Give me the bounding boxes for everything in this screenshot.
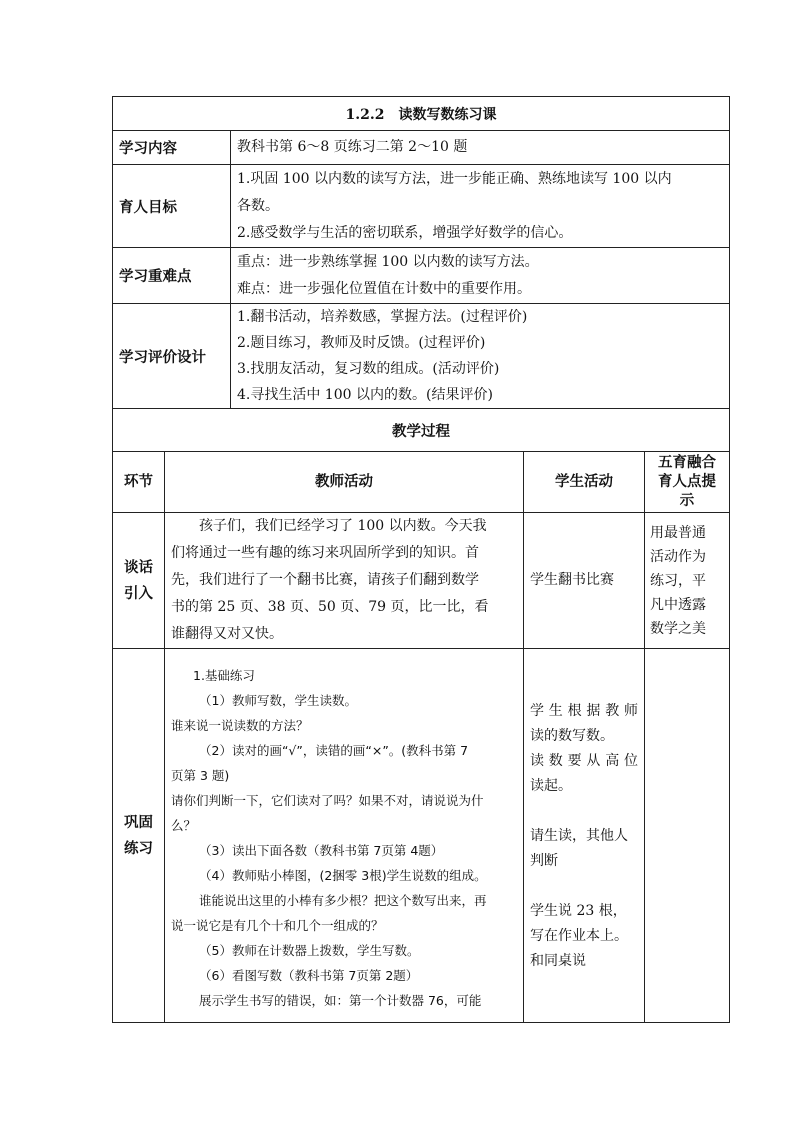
intro-teacher-line-1: 孩子们，我们已经学习了 100 以内数。今天我 xyxy=(199,518,487,534)
practice-line-14: 展示学生书写的错误，如：第一个计数器 76，可能 xyxy=(199,992,482,1008)
practice-line-5: 页第 3 题) xyxy=(171,767,230,783)
practice-line-2: （1）教师写数，学生读数。 xyxy=(199,692,357,708)
practice-student-b-2: 判断 xyxy=(530,853,558,869)
practice-line-10: 谁能说出这里的小棒有多少根？把这个数写出来，再 xyxy=(199,892,487,908)
header-teacher: 教师活动 xyxy=(165,452,524,513)
header-student: 学生活动 xyxy=(524,452,645,513)
practice-student-c-3: 和同桌说 xyxy=(530,953,586,969)
header-stage: 环节 xyxy=(113,452,165,513)
practice-line-6: 请你们判断一下，它们读对了吗？如果不对，请说说为什 xyxy=(171,792,484,808)
intro-tip-line-4: 凡中透露 xyxy=(650,596,706,613)
practice-stage-line-2: 练习 xyxy=(124,840,153,857)
eval-line-2: 2.题目练习，教师及时反馈。(过程评价) xyxy=(237,335,486,351)
intro-teacher-line-3: 先，我们进行了一个翻书比赛，请孩子们翻到数学 xyxy=(171,572,479,588)
intro-teacher-line-5: 谁翻得又对又快。 xyxy=(171,626,283,642)
goal-value xyxy=(231,165,730,248)
eval-value xyxy=(231,304,730,409)
practice-line-13: （6）看图写数（教科书第 7页第 2题） xyxy=(199,967,419,983)
practice-student-a-4: 读起。 xyxy=(530,778,572,794)
eval-line-3: 3.找朋友活动，复习数的组成。(活动评价) xyxy=(237,361,500,377)
practice-row xyxy=(113,649,730,1023)
intro-teacher xyxy=(165,513,524,649)
practice-line-9: （4）教师贴小棒图，(2捆零 3根)学生说数的组成。 xyxy=(199,867,487,883)
practice-tip xyxy=(645,649,730,1023)
lesson-plan-table xyxy=(112,96,730,1023)
practice-stage-line-1: 巩固 xyxy=(124,814,153,831)
key-label: 学习重难点 xyxy=(113,248,231,304)
key-value xyxy=(231,248,730,304)
practice-student xyxy=(524,649,645,1023)
practice-stage xyxy=(113,649,165,1023)
practice-line-3: 谁来说一说读数的方法？ xyxy=(171,717,309,733)
practice-line-8: （3）读出下面各数（教科书第 7页第 4题） xyxy=(199,842,444,858)
goal-label: 育人目标 xyxy=(113,165,231,248)
intro-stage xyxy=(113,513,165,649)
practice-student-c-2: 写在作业本上。 xyxy=(530,928,628,944)
intro-tip-line-3: 练习，平 xyxy=(650,572,706,589)
practice-student-b-1: 请生读，其他人 xyxy=(530,828,628,844)
practice-line-1: 1.基础练习 xyxy=(193,667,255,683)
header-tip-line-2: 育人点提 xyxy=(658,473,717,490)
practice-student-a-2: 读的数写数。 xyxy=(530,728,614,744)
practice-line-7: 么？ xyxy=(171,817,197,833)
intro-stage-line-2: 引入 xyxy=(124,585,153,602)
practice-line-11: 说一说它是有几个十和几个一组成的？ xyxy=(171,917,384,933)
eval-line-4: 4.寻找生活中 100 以内的数。(结果评价) xyxy=(237,387,493,403)
header-tip-line-3: 示 xyxy=(679,492,695,509)
intro-teacher-line-4: 书的第 25 页、38 页、50 页、79 页，比一比，看 xyxy=(171,599,489,615)
key-line-2: 难点：进一步强化位置值在计数中的重要作用。 xyxy=(237,280,531,297)
practice-student-a-1: 学生根据教师 xyxy=(530,703,638,719)
header-tip xyxy=(645,452,730,513)
header-tip-line-1: 五育融合 xyxy=(658,454,717,471)
eval-label: 学习评价设计 xyxy=(113,304,231,409)
intro-stage-line-1: 谈话 xyxy=(124,559,153,576)
content-label: 学习内容 xyxy=(113,131,231,165)
practice-student-a-3: 读数要从高位 xyxy=(530,753,638,769)
intro-student: 学生翻书比赛 xyxy=(524,513,645,649)
practice-line-4: （2）读对的画“√”，读错的画“×”。(教科书第 7 xyxy=(199,742,469,758)
eval-line-1: 1.翻书活动，培养数感，掌握方法。(过程评价) xyxy=(237,309,528,325)
goal-line-2: 各数。 xyxy=(237,197,279,214)
key-line-1: 重点：进一步熟练掌握 100 以内数的读写方法。 xyxy=(237,253,539,270)
intro-row xyxy=(113,513,730,649)
practice-teacher xyxy=(165,649,524,1023)
practice-line-12: （5）教师在计数器上拨数，学生写数。 xyxy=(199,942,420,958)
practice-student-c-1: 学生说 23 根， xyxy=(530,903,627,919)
intro-tip-line-1: 用最普通 xyxy=(650,524,706,541)
intro-tip-line-2: 活动作为 xyxy=(650,548,706,565)
content-value: 教科书第 6～8 页练习二第 2～10 题 xyxy=(231,131,730,165)
goal-line-3: 2.感受数学与生活的密切联系，增强学好数学的信心。 xyxy=(237,224,573,241)
intro-teacher-line-2: 们将通过一些有趣的练习来巩固所学到的知识。首 xyxy=(171,545,479,561)
intro-tip-line-5: 数学之美 xyxy=(650,620,706,637)
lesson-title: 1.2.2 读数写数练习课 xyxy=(113,97,730,131)
goal-line-1: 1.巩固 100 以内数的读写方法，进一步能正确、熟练地读写 100 以内 xyxy=(237,170,672,187)
process-title: 教学过程 xyxy=(113,409,730,452)
intro-tip xyxy=(645,513,730,649)
